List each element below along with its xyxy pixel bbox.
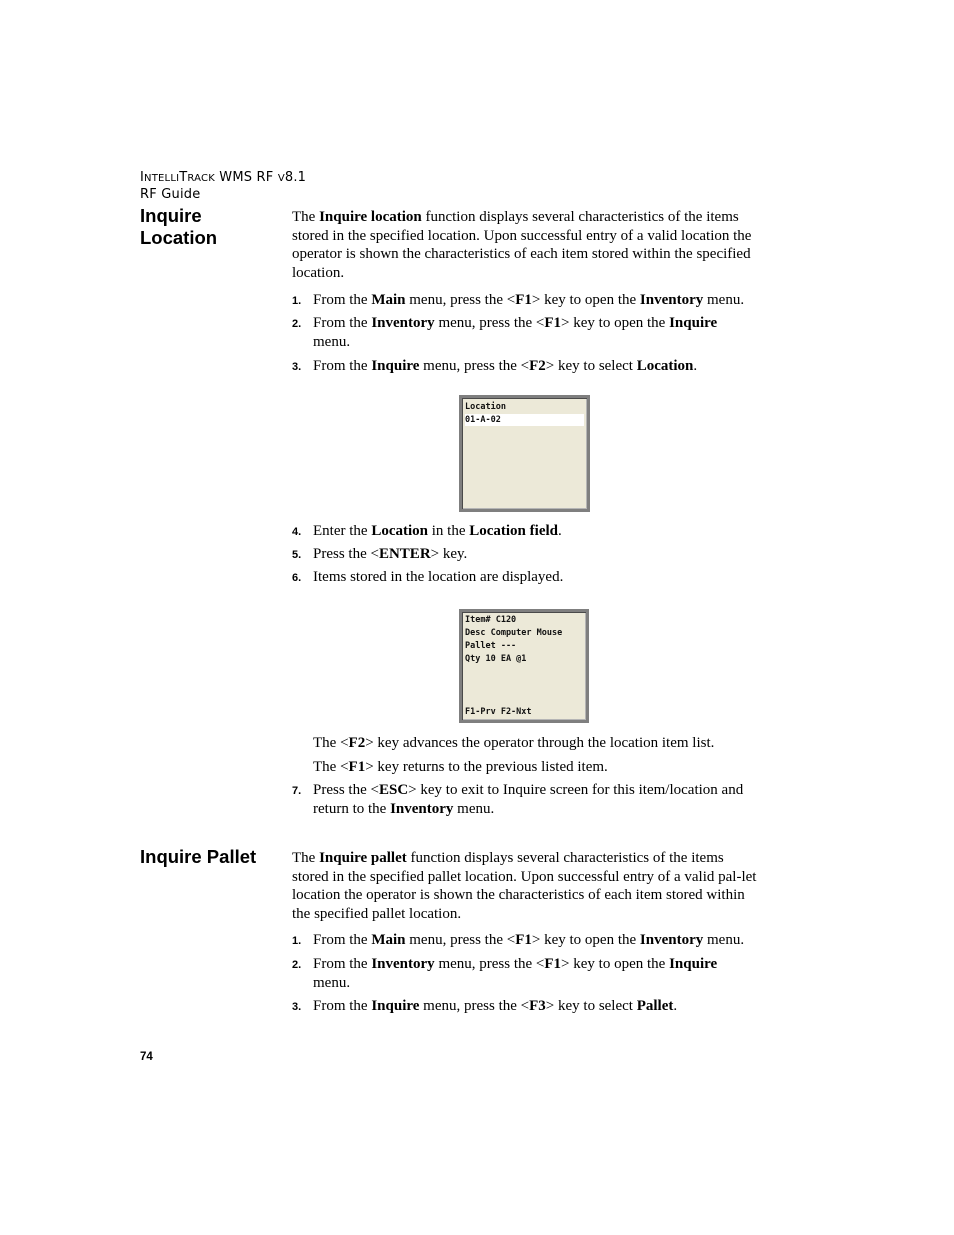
intro-paragraph-location: The Inquire location function displays several characteristics of the items stored in the specified location. Upon successful entry of a valid location the operator is shown the characteristics of each item stored within the specified location. <box>292 209 752 282</box>
step-item: 7. Press the <ESC> key to exit to Inquire screen for this item/location and return to the Inventory menu. <box>292 782 744 817</box>
running-header-guide: RF Guide <box>140 187 201 202</box>
intro-paragraph-pallet: The Inquire pallet function displays several characteristics of the items stored in the specified pallet location. Upon successful entry of a valid pal-let location the operator is shown the characteristics of each item stored within the specified pallet location. <box>292 850 757 923</box>
step-item: 6. Items stored in the location are displayed. <box>292 569 564 585</box>
item-line: Item# C120 <box>465 615 517 625</box>
rf-screen-item-display <box>459 609 589 723</box>
running-header-product: INTELLITRACK WMS RF V8.1 <box>140 170 307 185</box>
step-item: 2. From the Inventory menu, press the <F1> key to open the Inquire menu. <box>292 315 718 350</box>
section-heading-inquire-pallet: Inquire Pallet <box>140 846 257 867</box>
page-number: 74 <box>140 1051 153 1063</box>
section-heading-inquire-location: Inquire Location <box>140 205 218 248</box>
step-item: 1. From the Main menu, press the <F1> key to open the Inventory menu. <box>292 932 745 948</box>
desc-line: Desc Computer Mouse <box>465 628 563 638</box>
pallet-line: Pallet --- <box>465 641 517 651</box>
step-item: 3. From the Inquire menu, press the <F3> key to select Pallet. <box>292 998 678 1014</box>
step-item: 2. From the Inventory menu, press the <F1> key to open the Inquire menu. <box>292 956 718 991</box>
rf-screen-location-entry <box>459 395 590 512</box>
step-item: 1. From the Main menu, press the <F1> key to open the Inventory menu. <box>292 292 745 308</box>
qty-line: Qty 10 EA @1 <box>465 654 527 664</box>
note-f2: The <F2> key advances the operator through the location item list. <box>313 735 715 751</box>
function-key-footer: F1-Prv F2-Nxt <box>465 707 532 717</box>
step-item: 3. From the Inquire menu, press the <F2> key to select Location. <box>292 358 698 374</box>
location-label: Location <box>465 402 506 412</box>
location-field-value: 01-A-02 <box>465 415 501 425</box>
step-item: 5. Press the <ENTER> key. <box>292 546 468 562</box>
step-item: 4. Enter the Location in the Location field. <box>292 523 562 539</box>
note-f1: The <F1> key returns to the previous listed item. <box>313 759 608 775</box>
